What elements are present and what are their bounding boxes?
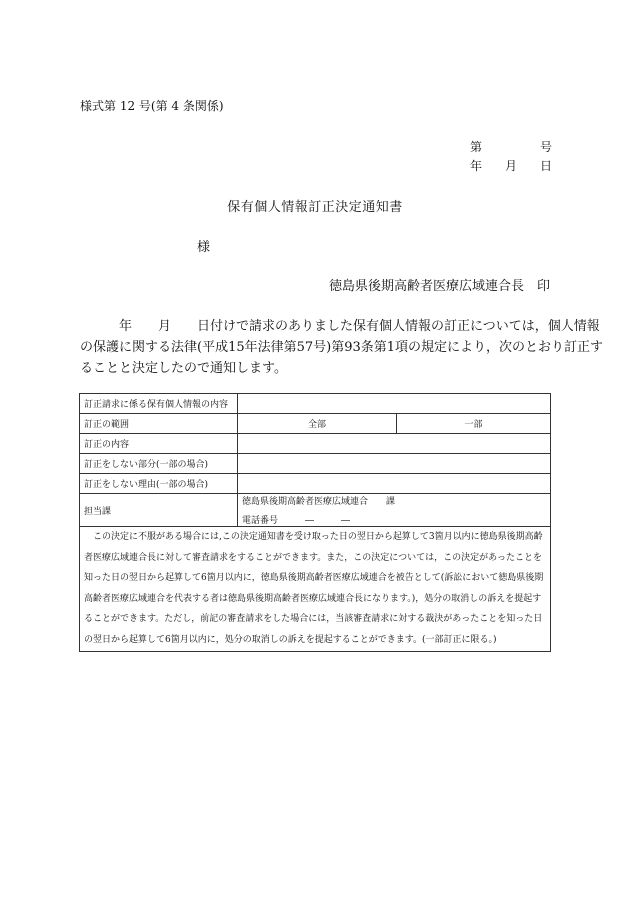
body-line: ることと決定したので通知します。 bbox=[80, 361, 287, 376]
table-row bbox=[80, 454, 551, 474]
table-row bbox=[80, 414, 551, 434]
body-line: 年 月 日付けで請求のありました保有個人情報の訂正については，個人情報 bbox=[80, 319, 600, 334]
table-row bbox=[80, 474, 551, 494]
uncorrected-part-label: 訂正をしない部分(一部の場合) bbox=[80, 454, 238, 474]
document-title: 保有個人情報訂正決定通知書 bbox=[227, 200, 403, 215]
form-number: 様式第 12 号(第 4 条関係) bbox=[80, 99, 224, 113]
scope-option-partial: 一部 bbox=[397, 414, 551, 434]
notice-line: 高齢者医療広域連合を代表する者は徳島県後期高齢者医療広域連合長になります。)，処分の取消しの訴えを提起す bbox=[84, 593, 542, 604]
doc-number-suffix: 号 bbox=[540, 140, 553, 154]
scope-option-all: 全部 bbox=[238, 414, 397, 434]
date-day-label: 日 bbox=[540, 159, 553, 173]
recipient-suffix: 様 bbox=[197, 240, 211, 255]
table-row bbox=[80, 394, 551, 414]
notice-line: 知った日の翌日から起算して6箇月以内に，徳島県後期高齢者医療広域連合を被告として(訴訟において徳島県後期 bbox=[84, 573, 544, 584]
correction-content-label: 訂正の内容 bbox=[80, 434, 238, 454]
notice-line: ることができます。ただし，前記の審査請求をした場合には，当該審査請求に対する裁決があったことを知った日 bbox=[84, 614, 543, 625]
body-paragraph bbox=[80, 316, 604, 379]
scope-label: 訂正の範囲 bbox=[80, 414, 238, 434]
uncorrected-reason-value bbox=[238, 474, 551, 494]
uncorrected-reason-label: 訂正をしない理由(一部の場合) bbox=[80, 474, 238, 494]
doc-number-prefix: 第 bbox=[470, 140, 483, 154]
table-row bbox=[80, 527, 551, 652]
date-month-label: 月 bbox=[505, 159, 518, 173]
uncorrected-part-value bbox=[238, 454, 551, 474]
sender-signature: 徳島県後期高齢者医療広域連合長 印 bbox=[328, 279, 550, 294]
phone-number: 電話番号 ― ― bbox=[242, 516, 351, 526]
decision-table bbox=[79, 393, 551, 652]
table-row bbox=[80, 434, 551, 454]
table-row bbox=[80, 494, 551, 527]
content-label: 訂正請求に係る保有個人情報の内容 bbox=[80, 394, 238, 414]
department-name: 徳島県後期高齢者医療広域連合 課 bbox=[242, 497, 396, 507]
body-line: の保護に関する法律(平成15年法律第57号)第93条第1項の規定により，次のとおり訂正す bbox=[80, 340, 604, 355]
content-value bbox=[238, 394, 551, 414]
notice-line: この決定に不服がある場合には,この決定通知書を受け取った日の翌日から起算して3箇月以内に徳島県後期高齢 bbox=[84, 532, 543, 542]
notice-line: 者医療広域連合長に対して審査請求をすることができます。また，この決定については，この決定があったことを bbox=[84, 552, 543, 563]
department-value bbox=[238, 494, 551, 527]
appeal-notice bbox=[80, 527, 551, 652]
department-label: 担当課 bbox=[80, 494, 238, 527]
notice-line: の翌日から起算して6箇月以内に，処分の取消しの訴えを提起することができます。(一部訂正に限る。) bbox=[84, 634, 497, 645]
date-year-label: 年 bbox=[470, 159, 483, 173]
correction-content-value bbox=[238, 434, 551, 454]
